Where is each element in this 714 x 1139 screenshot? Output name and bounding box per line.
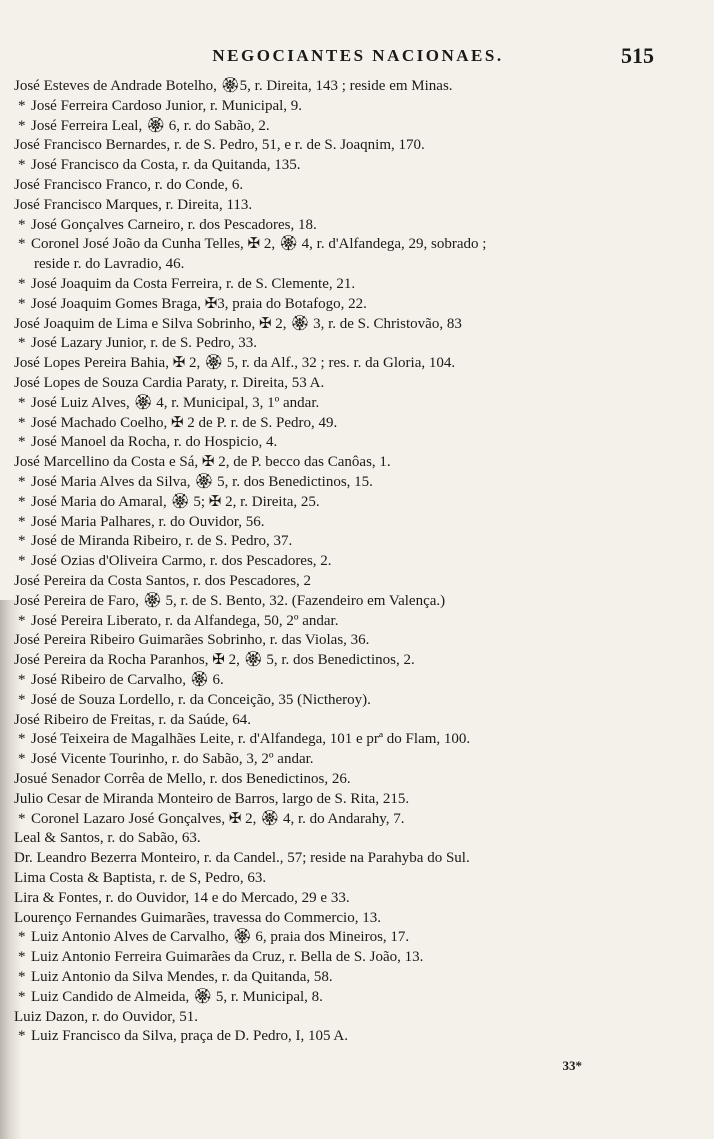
list-item xyxy=(14,175,694,195)
entry-text: José Maria Palhares, r. do Ouvidor, 56. xyxy=(31,513,265,530)
page-number: 515 xyxy=(621,43,654,68)
asterisk-marker: * xyxy=(18,157,26,174)
asterisk-marker: * xyxy=(18,493,26,510)
entry-text: Lima Costa & Baptista, r. de S, Pedro, 63. xyxy=(14,870,267,886)
list-item xyxy=(14,452,694,472)
entry-text: Luiz Antonio da Silva Mendes, r. da Quitanda, 58. xyxy=(31,969,333,985)
entry-text: Lira & Fontes, r. do Ouvidor, 14 e do Mercado, 29 e 33. xyxy=(14,889,350,906)
list-item xyxy=(18,96,698,116)
list-item xyxy=(14,76,694,96)
asterisk-marker: * xyxy=(18,276,26,292)
list-item xyxy=(14,591,694,611)
page-header xyxy=(0,43,714,72)
list-item xyxy=(18,116,698,136)
list-item xyxy=(14,710,694,730)
list-item xyxy=(18,413,698,433)
entry-text: Luiz Dazon, r. do Ouvidor, 51. xyxy=(14,1008,198,1025)
asterisk-marker: * xyxy=(18,216,26,233)
entry-text: José Joaquim de Lima e Silva Sobrinho, ✠ 2, 🏵 3, r. de S. Christovão, 83 xyxy=(14,315,462,332)
list-item xyxy=(18,670,698,690)
entry-text: José Ribeiro de Carvalho, 🏵 6. xyxy=(31,672,224,688)
entry-text: José Maria do Amaral, 🏵 5; ✠ 2, r. Direita, 25. xyxy=(31,493,320,510)
list-item xyxy=(14,195,694,215)
asterisk-marker: * xyxy=(18,1028,26,1045)
entry-text: José Marcellino da Costa e Sá, ✠ 2, de P. becco das Canôas, 1. xyxy=(14,454,391,471)
asterisk-marker: * xyxy=(18,117,26,134)
entry-text: José de Souza Lordello, r. da Conceição, 35 (Nictheroy). xyxy=(31,691,371,708)
list-item xyxy=(18,551,698,571)
asterisk-marker: * xyxy=(18,474,26,490)
entry-text: Lourenço Fernandes Guimarães, travessa do Commercio, 13. xyxy=(14,909,381,926)
entry-text: Luiz Antonio Ferreira Guimarães da Cruz, r. Bella de S. João, 13. xyxy=(31,949,424,966)
asterisk-marker: * xyxy=(18,434,26,451)
entry-text: José Lopes Pereira Bahia, ✠ 2, 🏵 5, r. da Alf., 32 ; res. r. da Gloria, 104. xyxy=(14,355,456,372)
list-item xyxy=(18,215,698,235)
list-item xyxy=(18,749,698,769)
list-item xyxy=(18,155,698,175)
entry-text: reside r. do Lavradio, 46. xyxy=(34,256,185,273)
list-item xyxy=(18,947,698,967)
list-item xyxy=(14,769,694,789)
entry-text: Coronel Lazaro José Gonçalves, ✠ 2, 🏵 4, r. do Andarahy, 7. xyxy=(31,810,405,827)
list-item xyxy=(18,1026,698,1046)
list-item xyxy=(14,828,694,848)
entry-text: José Lopes de Souza Cardia Paraty, r. Direita, 53 A. xyxy=(14,375,325,391)
list-item xyxy=(18,274,698,294)
list-item xyxy=(18,690,698,710)
list-item xyxy=(18,492,698,512)
asterisk-marker: * xyxy=(18,672,26,688)
entry-text: José Francisco Franco, r. do Conde, 6. xyxy=(14,177,244,193)
entry-text: José Joaquim da Costa Ferreira, r. de S. Clemente, 21. xyxy=(31,276,356,292)
list-item xyxy=(18,234,698,254)
entry-text: José Pereira da Costa Santos, r. dos Pescadores, 2 xyxy=(14,573,312,589)
asterisk-marker: * xyxy=(18,335,26,352)
entry-text: José Gonçalves Carneiro, r. dos Pescadores, 18. xyxy=(31,216,317,233)
entry-text: José Ribeiro de Freitas, r. da Saúde, 64. xyxy=(14,711,252,728)
asterisk-marker: * xyxy=(18,97,26,114)
asterisk-marker: * xyxy=(18,810,26,827)
entry-text: José Pereira Ribeiro Guimarães Sobrinho, r. das Violas, 36. xyxy=(14,632,370,649)
list-item xyxy=(14,868,694,888)
list-item xyxy=(14,789,694,809)
list-item xyxy=(18,927,698,947)
asterisk-marker: * xyxy=(18,731,26,748)
entry-text: José Francisco Bernardes, r. de S. Pedro, 51, e r. de S. Joaqnim, 170. xyxy=(14,137,425,154)
entry-text: José Francisco Marques, r. Direita, 113. xyxy=(14,196,253,213)
asterisk-marker: * xyxy=(18,988,26,1005)
entry-text: Coronel José João da Cunha Telles, ✠ 2, 🏵 4, r. d'Alfandega, 29, sobrado ; xyxy=(31,236,487,253)
asterisk-marker: * xyxy=(18,612,26,629)
list-item xyxy=(18,611,698,631)
list-item xyxy=(14,848,694,868)
entry-text: José Pereira Liberato, r. da Alfandega, 50, 2º andar. xyxy=(31,612,339,629)
asterisk-marker: * xyxy=(18,414,26,431)
list-item xyxy=(18,472,698,492)
list-item xyxy=(14,908,694,928)
entry-text: José Machado Coelho, ✠ 2 de P. r. de S. Pedro, 49. xyxy=(31,414,338,431)
entry-text: José Pereira da Rocha Paranhos, ✠ 2, 🏵 5, r. dos Benedictinos, 2. xyxy=(14,652,415,669)
list-item xyxy=(14,650,694,670)
entry-text: José Maria Alves da Silva, 🏵 5, r. dos Benedictinos, 15. xyxy=(31,474,373,490)
list-item xyxy=(14,630,694,650)
list-item xyxy=(18,967,698,987)
list-item xyxy=(18,294,698,314)
entry-text: Luiz Francisco da Silva, praça de D. Pedro, I, 105 A. xyxy=(31,1028,348,1045)
list-item xyxy=(14,888,694,908)
entry-text: José Ozias d'Oliveira Carmo, r. dos Pescadores, 2. xyxy=(31,553,332,570)
entry-text: José Vicente Tourinho, r. do Sabão, 3, 2º andar. xyxy=(31,751,314,768)
asterisk-marker: * xyxy=(18,295,26,312)
list-item xyxy=(14,373,694,393)
list-item xyxy=(18,333,698,353)
asterisk-marker: * xyxy=(18,751,26,768)
list-item xyxy=(14,314,694,334)
asterisk-marker: * xyxy=(18,691,26,708)
entry-text: José Manoel da Rocha, r. do Hospicio, 4. xyxy=(31,434,278,451)
asterisk-marker: * xyxy=(18,553,26,570)
entry-text: Leal & Santos, r. do Sabão, 63. xyxy=(14,830,201,847)
entry-text: Josué Senador Corrêa de Mello, r. dos Benedictinos, 26. xyxy=(14,771,351,787)
list-item xyxy=(34,254,714,274)
entry-text: José Ferreira Cardoso Junior, r. Municipal, 9. xyxy=(31,97,303,114)
asterisk-marker: * xyxy=(18,394,26,411)
entry-text: José de Miranda Ribeiro, r. de S. Pedro, 37. xyxy=(31,533,293,550)
list-item xyxy=(18,531,698,551)
list-item xyxy=(14,353,694,373)
entry-text: José Ferreira Leal, 🏵 6, r. do Sabão, 2. xyxy=(31,117,270,134)
entry-text: José Lazary Junior, r. de S. Pedro, 33. xyxy=(31,335,258,352)
list-item xyxy=(18,729,698,749)
entry-text: Luiz Candido de Almeida, 🏵 5, r. Municipal, 8. xyxy=(31,988,323,1005)
list-item xyxy=(14,1007,694,1027)
entry-text: José Esteves de Andrade Botelho, 🏵5, r. Direita, 143 ; reside em Minas. xyxy=(14,78,453,94)
entry-text: José Luiz Alves, 🏵 4, r. Municipal, 3, 1º andar. xyxy=(31,394,320,411)
asterisk-marker: * xyxy=(18,513,26,530)
list-item xyxy=(14,571,694,591)
running-title: NEGOCIANTES NACIONAES. xyxy=(212,46,504,65)
printer-signature-mark: 33* xyxy=(562,1058,582,1073)
entry-text: Dr. Leandro Bezerra Monteiro, r. da Candel., 57; reside na Parahyba do Sul. xyxy=(14,850,470,867)
list-item xyxy=(18,809,698,829)
entry-text: Julio Cesar de Miranda Monteiro de Barros, largo de S. Rita, 215. xyxy=(14,790,410,807)
list-item xyxy=(18,432,698,452)
entry-text: José Joaquim Gomes Braga, ✠3, praia do Botafogo, 22. xyxy=(31,295,367,312)
asterisk-marker: * xyxy=(18,929,26,946)
list-item xyxy=(18,393,698,413)
entry-text: José Pereira de Faro, 🏵 5, r. de S. Bento, 32. (Fazendeiro em Valença.) xyxy=(14,592,446,609)
entry-text: Luiz Antonio Alves de Carvalho, 🏵 6, praia dos Mineiros, 17. xyxy=(31,929,410,946)
list-item xyxy=(18,987,698,1007)
asterisk-marker: * xyxy=(18,236,26,253)
list-item xyxy=(18,512,698,532)
list-item xyxy=(14,135,694,155)
asterisk-marker: * xyxy=(18,533,26,550)
entry-text: José Teixeira de Magalhães Leite, r. d'Alfandega, 101 e prª do Flam, 100. xyxy=(31,731,471,748)
asterisk-marker: * xyxy=(18,949,26,966)
asterisk-marker: * xyxy=(18,969,26,985)
entry-text: José Francisco da Costa, r. da Quitanda, 135. xyxy=(31,157,301,174)
